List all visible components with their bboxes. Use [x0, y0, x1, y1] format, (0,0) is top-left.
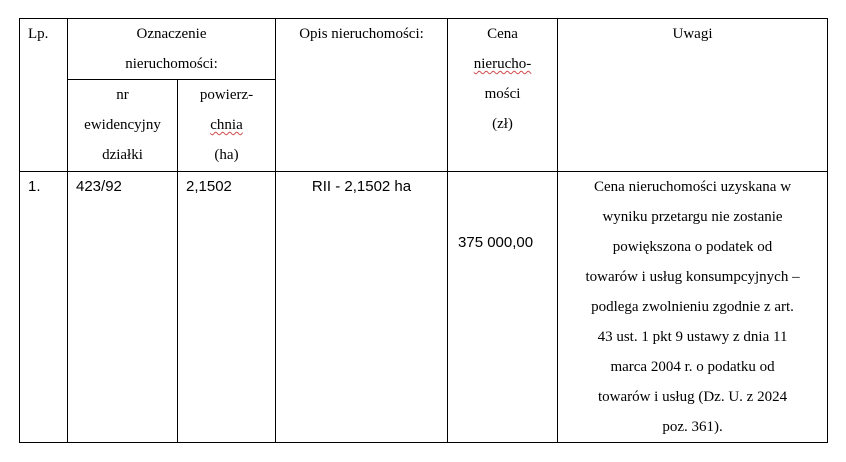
row-lp: 1.: [28, 178, 41, 195]
header-opis-label: Opis nieruchomości:: [299, 26, 424, 42]
uwagi-line: wyniku przetargu nie zostanie: [602, 209, 783, 225]
header-oznaczenie-line2: nieruchomości:: [125, 56, 218, 72]
cell-uwagi: [558, 172, 828, 443]
header-pow-line3: (ha): [214, 147, 239, 163]
uwagi-line: 43 ust. 1 pkt 9 ustawy z dnia 11: [597, 329, 788, 345]
header-pow-line2: chnia: [210, 117, 243, 133]
header-uwagi: [558, 19, 828, 172]
row-opis: RII - 2,1502 ha: [311, 178, 412, 195]
header-cena-line2: nierucho-: [473, 56, 532, 72]
header-nr-line2: ewidencyjny: [84, 117, 161, 133]
cell-powierzchnia: [178, 172, 276, 443]
header-nr-line3: działki: [102, 147, 143, 163]
uwagi-line: powiększona o podatek od: [612, 239, 773, 255]
header-cena-line1: Cena: [487, 26, 518, 42]
uwagi-line: Cena nieruchomości uzyskana w: [594, 179, 792, 195]
row-uwagi: [558, 172, 827, 442]
uwagi-line: podlega zwolnieniu zgodnie z art.: [591, 299, 794, 315]
cell-opis: [276, 172, 448, 443]
uwagi-line: marca 2004 r. o podatku od: [610, 359, 775, 375]
header-oznaczenie-line1: Oznaczenie: [136, 26, 207, 42]
header-opis: [276, 19, 448, 172]
row-powierzchnia: 2,1502: [186, 178, 232, 195]
row-nr: 423/92: [76, 178, 122, 195]
header-oznaczenie: [68, 19, 276, 80]
header-lp-label: Lp.: [28, 26, 49, 42]
header-powierzchnia: [178, 80, 276, 172]
header-cena: [448, 19, 558, 172]
uwagi-line: towarów i usług konsumpcyjnych –: [585, 269, 800, 285]
cell-lp: [20, 172, 68, 443]
property-table: [19, 18, 828, 443]
row-cena: 375 000,00: [458, 234, 534, 251]
header-nr-line1: nr: [116, 87, 129, 103]
uwagi-line: towarów i usług (Dz. U. z 2024: [597, 389, 788, 405]
uwagi-line: poz. 361).: [662, 419, 723, 435]
cell-cena: [448, 172, 558, 443]
header-pow-line1: powierz-: [199, 87, 254, 103]
header-cena-line4: (zł): [492, 116, 513, 132]
header-nr-ewidencyjny: [68, 80, 178, 172]
header-cena-line3: mości: [484, 86, 521, 102]
header-uwagi-label: Uwagi: [672, 26, 713, 42]
header-lp: [20, 19, 68, 172]
table-row: [20, 172, 828, 443]
cell-nr: [68, 172, 178, 443]
